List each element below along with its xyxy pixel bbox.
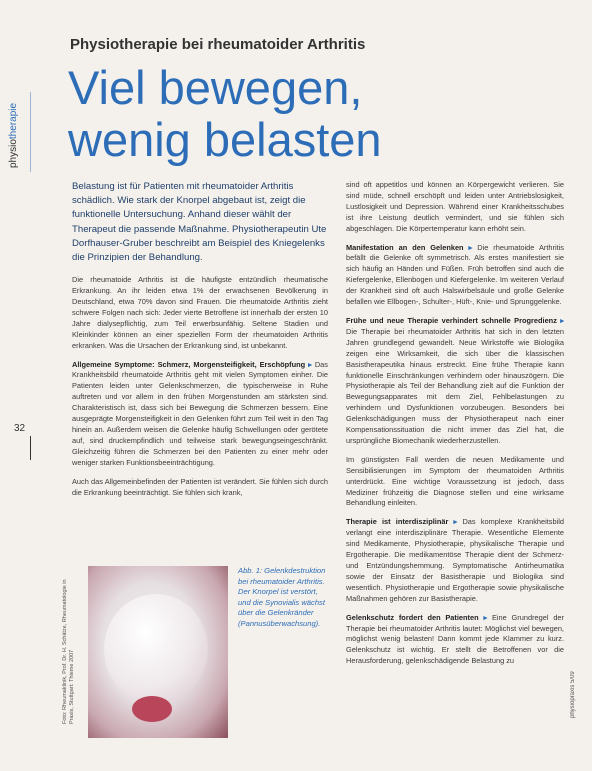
- paragraph-symptoms: [72, 360, 328, 469]
- heading-interdisciplinary: Therapie ist interdisziplinär: [346, 517, 449, 527]
- arrow-icon: ▸: [468, 242, 473, 252]
- arrow-icon: ▸: [453, 517, 458, 527]
- section-tab-suffix: therapie: [8, 102, 19, 140]
- article-title-line-2: wenig belasten: [68, 113, 382, 166]
- left-column: [72, 180, 328, 506]
- article-kicker: Physiotherapie bei rheumatoider Arthritis: [70, 36, 366, 53]
- paragraph-diagnosis: Im günstigsten Fall werden die neuen Medikamente und Sensibilisierungen im Symptom der rheumatoiden Arthritis unterdrückt. Eine wichtige Voraussetzung ist jedoch, dass Mediziner frühzeitig die Diagnose stellen und eine wirksame Behandlung einleiten.: [346, 454, 564, 508]
- arrow-icon: ▸: [308, 359, 312, 369]
- paragraph-interdisciplinary: [346, 517, 564, 604]
- paragraph-joint-protection: [346, 613, 564, 668]
- journal-footer: physiopraxis 5/09: [570, 671, 576, 718]
- joint-inflammation-shape: [132, 696, 172, 722]
- article-title: [68, 62, 548, 166]
- paragraph-continuation: sind oft appetitlos und können an Körpergewicht verlieren. Sie sind müde, schnell erschöpft und leiden unter Antriebslosigkeit, Lustlosigkeit und Depression. Während einer Krankheitsschubes ist ihre Leistung deutlich vermindert, und sie fühlen sich abgeschlagen. Die Körpertemperatur kann erhöht sein.: [346, 180, 564, 233]
- text-symptoms: Das Krankheitsbild rheumatoide Arthritis geht mit vielen Symptomen einher. Die Patienten leiden unter Gelenkschmerzen, die typischerweise in Ruhe auftreten und vor allem in den frühen Morgenstunden am stärksten sind. Charakteristisch ist, dass sich bei Bewegung die Schmerzen bessern. Eine ausgeprägte Morgensteifigkeit in den Gelenken führt zum Teil weit in den Tag hinein an. Außerdem weisen die Gelenke häufig Schwellungen oder gerötete auf, sind druckempfindlich und teilweise stark bewegungseingeschränkt. Gleichzeitig führen die Schmerzen bei den Patienten zu einer mehr oder weniger starken Funktionsbeeinträchtigung.: [72, 359, 328, 467]
- arrow-icon: ▸: [560, 315, 564, 325]
- text-manifestation: Die rheumatoide Arthritis befällt die Gelenke oft symmetrisch. Als erstes manifestiert sie sich häufig an Händen und Füßen. Früh betroffen sind auch die Kiefergelenke, Ellenbogen und Kiefergelenke. Im weiteren Verlauf der Krankheit sind oft auch Halswirbelsäule und große Gelenke befallen wie Ellbogen-, Schulter-, Hüft-, Knie- und Sprunggelenke.: [346, 242, 564, 307]
- photo-credit: Foto: Rheumaklinik, Prof. Dr. H. Schätze, Rheumatologie in Praxis, Stuttgart: Thieme 2007: [62, 579, 75, 724]
- heading-manifestation: Manifestation an den Gelenken: [346, 242, 464, 252]
- joint-cartilage-shape: [104, 594, 208, 704]
- page-number-rule: [30, 436, 31, 460]
- paragraph-wellbeing: Auch das Allgemeinbefinden der Patienten ist verändert. Sie fühlen sich durch die Erkrankung beeinträchtigt. Sie fühlen sich krank,: [72, 476, 328, 497]
- section-tab-prefix: physio: [8, 139, 19, 168]
- text-interdisciplinary: Das komplexe Krankheitsbild verlangt eine interdisziplinäre Therapie. Wesentliche Elemente sind Medikamente, Physiotherapie, physikalische Therapie und Ergotherapie. Die medikamentöse Therapie dient der Schmerz- und Entzündungshemmung. Symptomatische Antirheumatika sowie der Einsatz der Basistherapie und Biologika sind wesentlich. Physiotherapie und Ergotherapie sowie physikalische Maßnahmen gehören zur Basistherapie.: [346, 517, 565, 603]
- paragraph-manifestation: [346, 243, 564, 308]
- section-tab-rule: [30, 92, 31, 172]
- article-lead: Belastung ist für Patienten mit rheumatoider Arthritis schädlich. Wie stark der Knorpel abgebaut ist, zeigt die funktionelle Untersuchung. Anhand dieser wählt der Therapeut die passende Maßnahme. Physiotherapeutin Ute Dorfhauser-Gruber beschreibt am Beispiel des Kniegelenks die Prinzipien der Behandlung.: [72, 181, 327, 264]
- heading-early-therapy: Frühe und neue Therapie verhindert schnelle Progredienz: [346, 315, 557, 325]
- arrow-icon: ▸: [483, 612, 488, 622]
- section-tab: [8, 96, 26, 168]
- right-column: [346, 180, 564, 675]
- figure-knee-joint-photo: [88, 566, 228, 738]
- page-number: 32: [14, 423, 26, 434]
- article-title-line-1: Viel bewegen,: [68, 61, 363, 114]
- text-early-therapy: Die Therapie bei rheumatoider Arthritis hat sich in den letzten Jahren grundlegend gewandelt. Neue Wirkstoffe wie Biologika zeigen eine Wirksamkeit, die sich über die klassischen Basistherapeutika hinaus erstreckt. Eine frühe Therapie kann funktionelle Einschränkungen verhindern oder hinauszögern. Die Physiotherapie als Teil der Behandlung zielt auf die Funktion der Bewegungsapparates mit dem Ziel, Fehlbelastungen zu verhindern und Dysfunktionen vorzubeugen. Besonders bei Gelenkschädigungen muss der Physiotherapeut nach einer Kompensationssituation die nicht immer das Ziel hat, die ursprüngliche Biomechanik wiederherzustellen.: [346, 326, 564, 445]
- heading-symptoms: Allgemeine Symptome: Schmerz, Morgensteifigkeit, Erschöpfung: [72, 359, 306, 369]
- figure-caption: Abb. 1: Gelenkdestruktion bei rheumatoider Arthritis. Der Knorpel ist verstört, und die Synovialis wächst über die Gelenkränder (Pannusüberwachsung).: [238, 566, 326, 628]
- paragraph-early-therapy: [346, 316, 564, 447]
- heading-joint-protection: Gelenkschutz fordert den Patienten: [346, 612, 479, 622]
- paragraph-intro: Die rheumatoide Arthritis ist die häufigste entzündlich rheumatische Erkrankung. An ihr leiden etwa 1% der erwachsenen Bevölkerung in Deutschland, etwa 70% davon sind Frauen. Die rheumatoide Arthritis zieht schwere Folgen nach sich: Jeder vierte Betroffene ist innerhalb der ersten 10 Jahre dialysepflichtig, zum Teil erwerbsunfähig. Seltene Stadien und Kleinkinder können an einer speziellen Form der rheumatoiden Arthritis erkranken. Was die Ursachen der Erkrankung sind, ist unbekannt.: [72, 275, 328, 350]
- text-joint-protection: Eine Grundregel der Therapie bei rheumatoider Arthritis lautet: Möglichst viel bewegen, möglichst wenig belasten! Dann kommt jede Klammer zu kurz. Gelenkschutz ist wichtig. Er stellt die Betroffenen vor die Herausforderung, gelenkschädigende Belastung zu: [346, 612, 564, 666]
